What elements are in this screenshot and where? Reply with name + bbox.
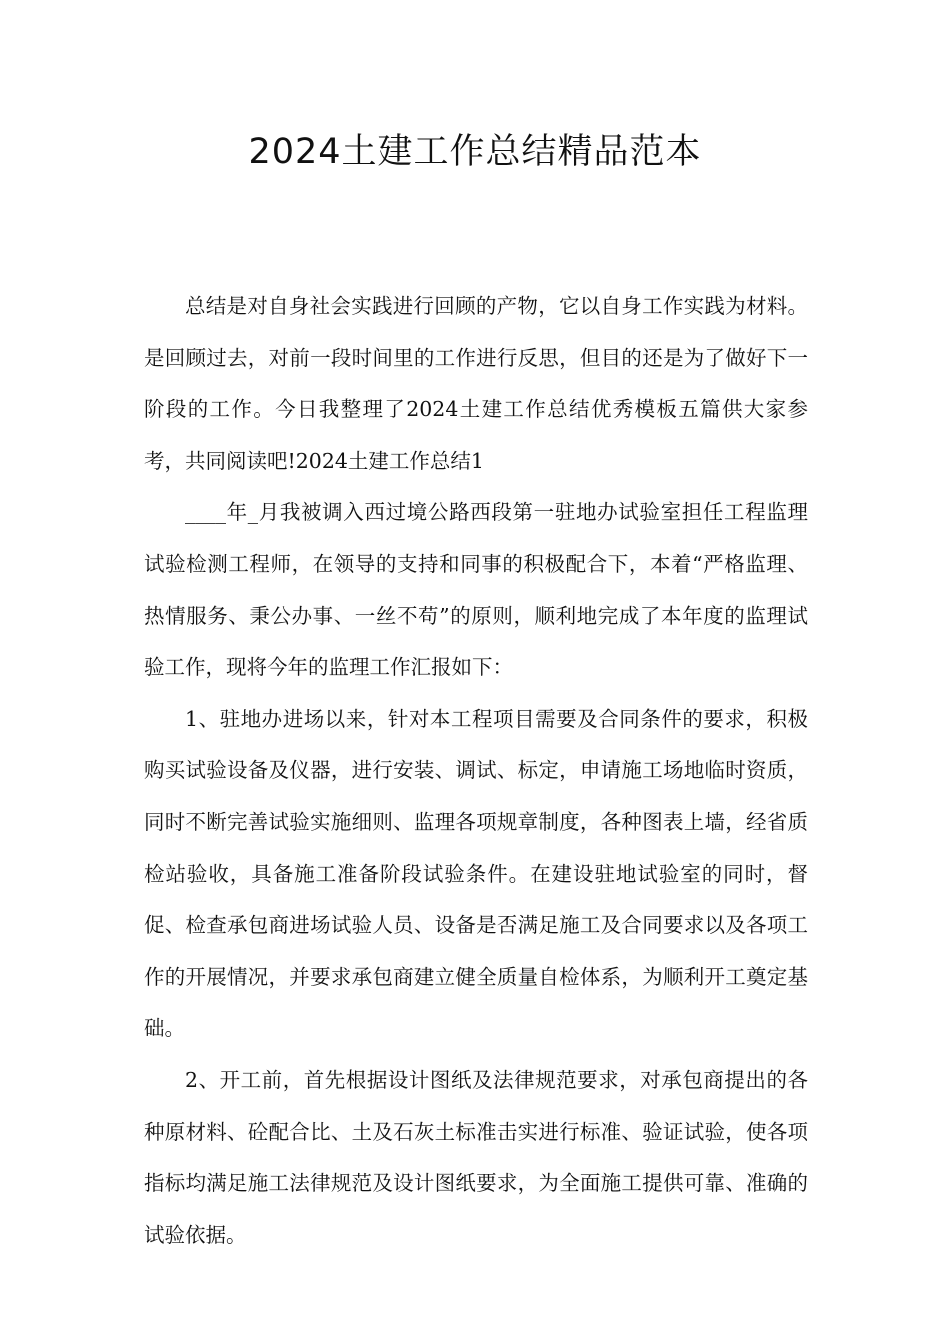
paragraph-item-2: 2、开工前，首先根据设计图纸及法律规范要求，对承包商提出的各种原材料、砼配合比、土及石灰土标准击实进行标准、验证试验，使各项指标均满足施工法律规范及设计图纸要求，为全面施工提供可靠、准确的试验依据。 [144,1067,808,1247]
paragraph-assignment: ____年_月我被调入西过境公路西段第一驻地办试验室担任工程监理试验检测工程师，在领导的支持和同事的积极配合下，本着“严格监理、热情服务、秉公办事、一丝不苟”的原则，顺利地完成了本年度的监理试验工作，现将今年的监理工作汇报如下： [144,500,808,680]
paragraph-item-1: 1、驻地办进场以来，针对本工程项目需要及合同条件的要求，积极购买试验设备及仪器，进行安装、调试、标定，申请施工场地临时资质，同时不断完善试验实施细则、监理各项规章制度，各种图表上墙，经省质检站验收，具备施工准备阶段试验条件。在建设驻地试验室的同时，督促、检查承包商进场试验人员、设备是否满足施工及合同要求以及各项工作的开展情况，并要求承包商建立健全质量自检体系，为顺利开工奠定基础。 [144,706,808,1041]
document-body [144,281,808,1261]
document-title: 2024土建工作总结精品范本 [248,132,702,172]
paragraph-intro: 总结是对自身社会实践进行回顾的产物，它以自身工作实践为材料。是回顾过去，对前一段时间里的工作进行反思，但目的还是为了做好下一阶段的工作。今日我整理了2024土建工作总结优秀模板五篇供大家参考，共同阅读吧!2024土建工作总结1 [144,294,808,473]
